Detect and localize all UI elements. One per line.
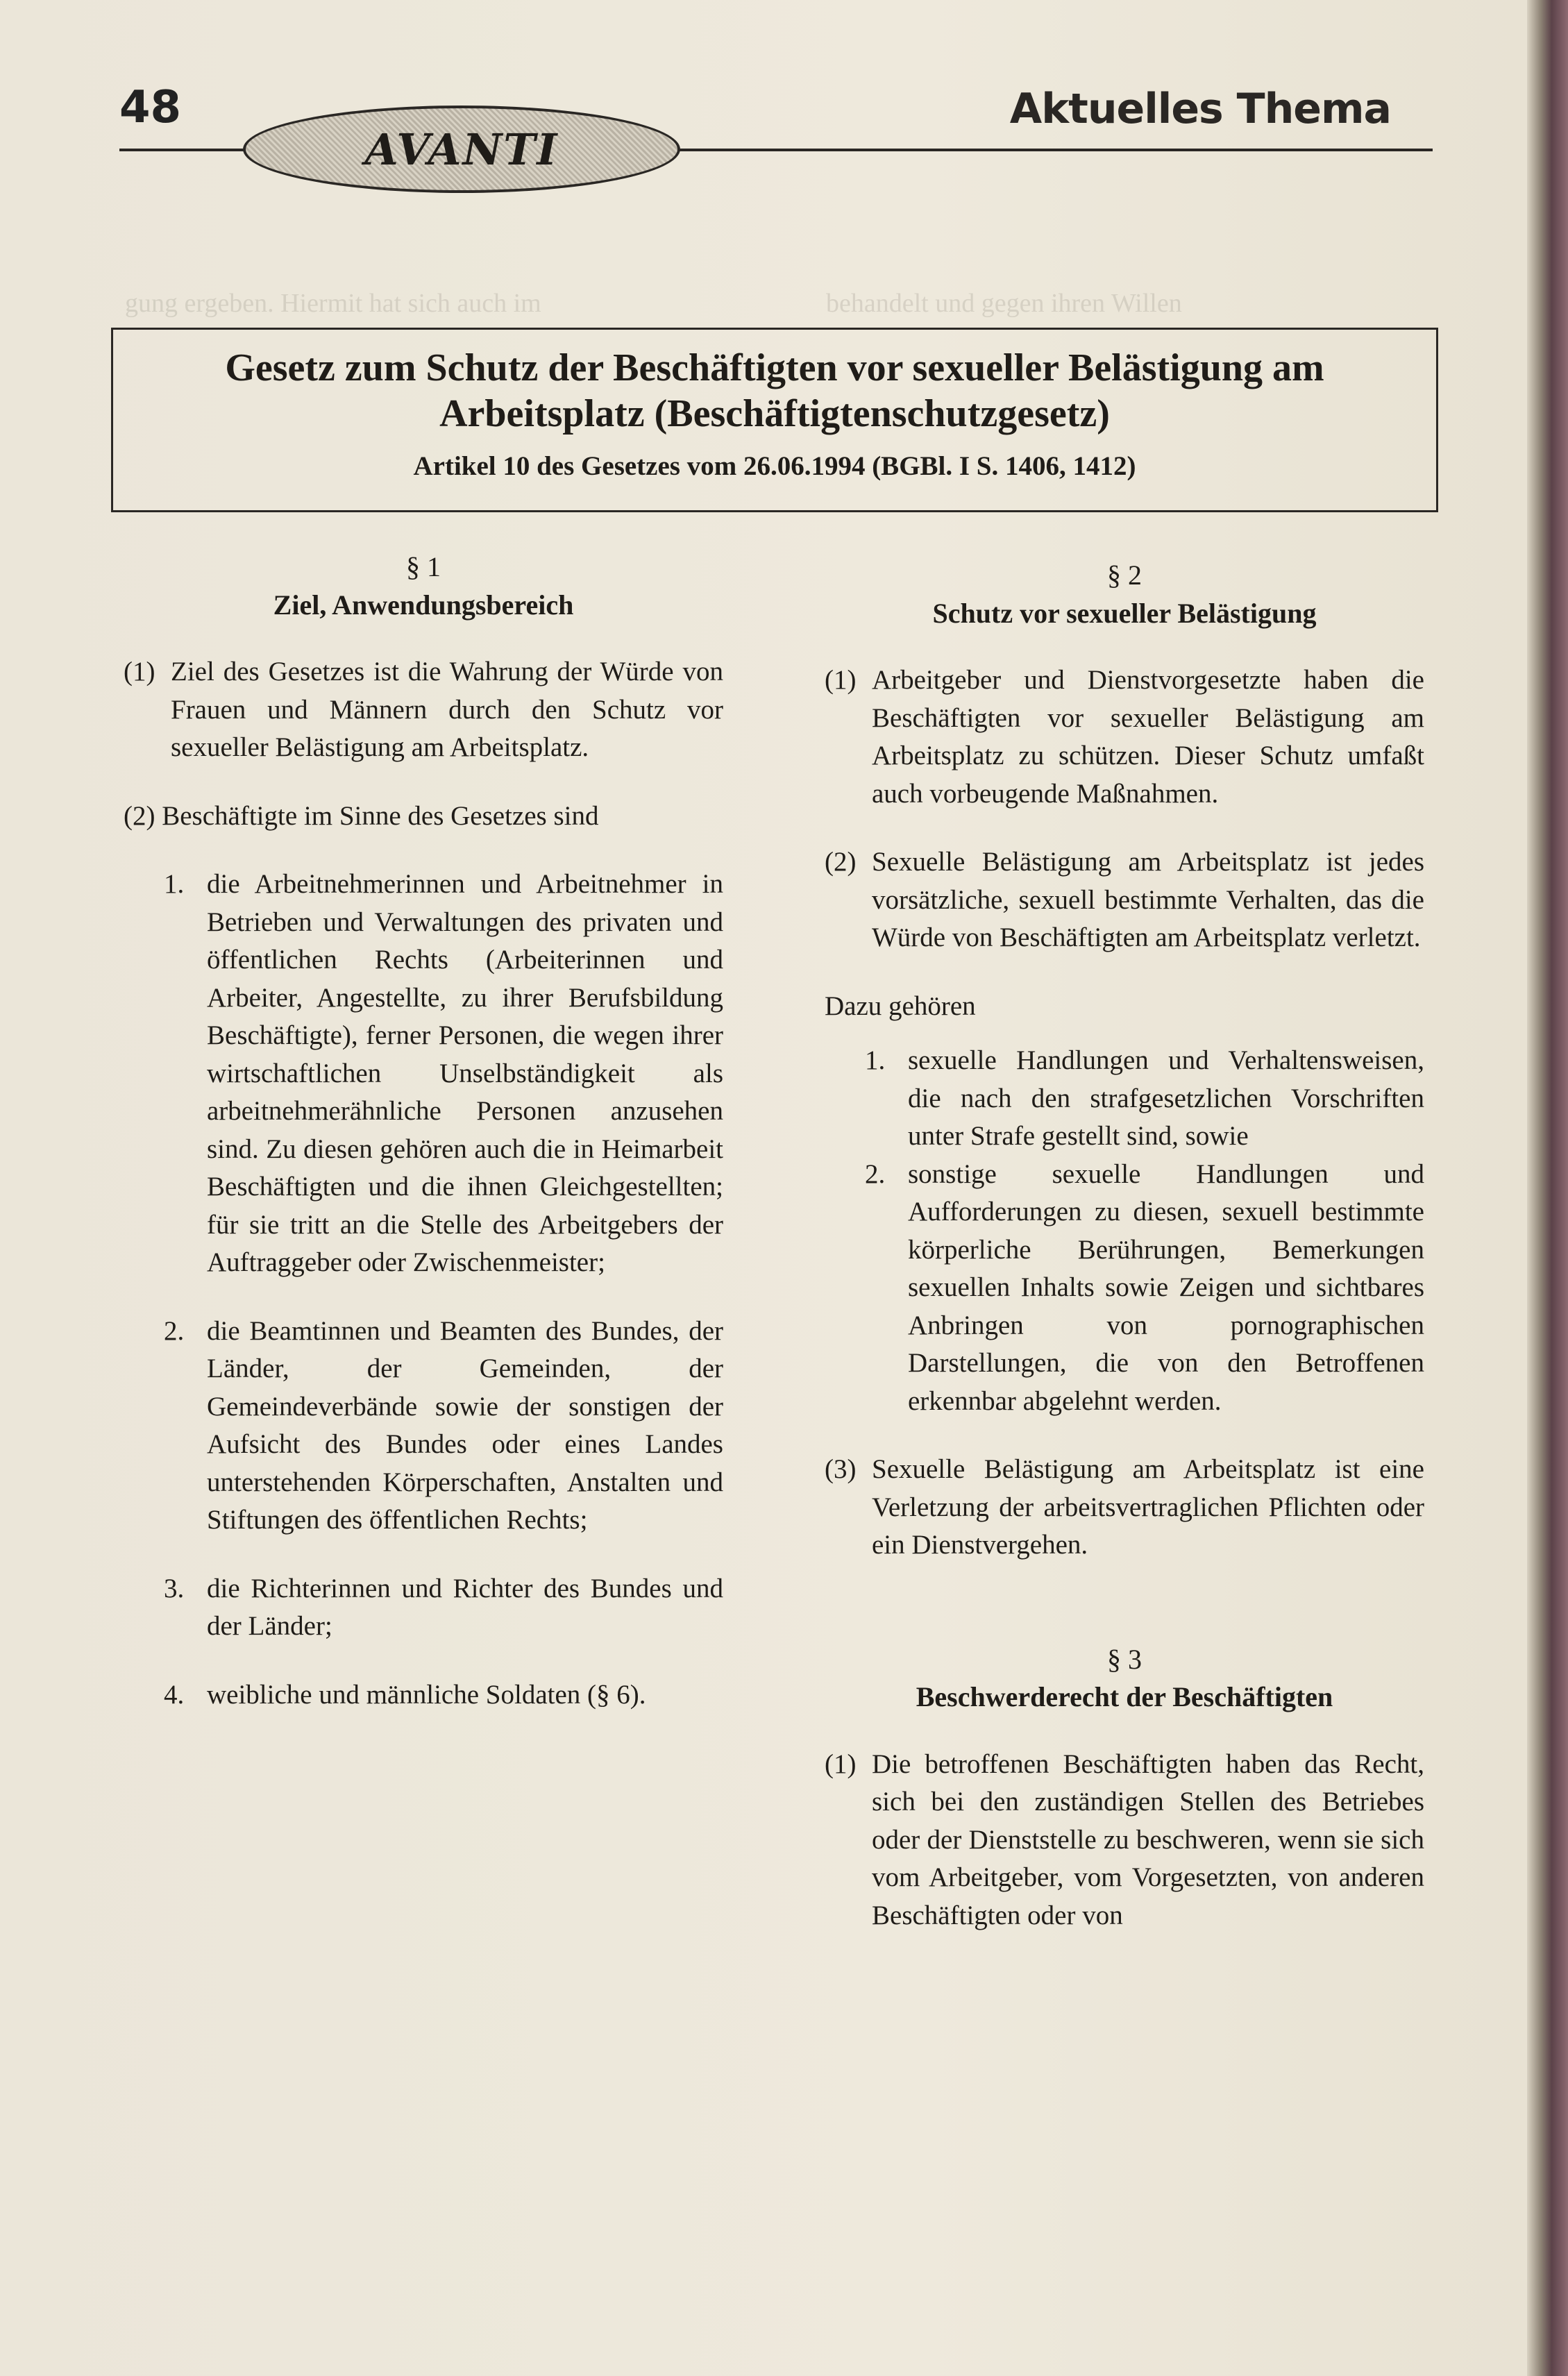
clause-text: Sexuelle Belästigung am Arbeitsplatz ist eine Verletzung der arbeitsvertraglichen Pflichten oder ein Dienstvergehen. [872, 1454, 1424, 1560]
clause-text: Ziel des Gesetzes ist die Wahrung der Würde von Frauen und Männern durch den Schutz vor sexueller Belästigung am Arbeitsplatz. [171, 657, 723, 762]
law-subtitle: Artikel 10 des Gesetzes vom 26.06.1994 (BGBl. I S. 1406, 1412) [413, 451, 1136, 481]
logo-text: AVANTI [364, 124, 559, 175]
paragraph-sign-2: § 2 [1107, 559, 1142, 591]
clause-1-2: (2) Beschäftigte im Sinne des Gesetzes sind [124, 800, 599, 831]
right-column [825, 548, 1424, 1965]
clause-number: (1) [124, 657, 155, 686]
show-through-text: behandelt und gegen ihren Willen [826, 289, 1182, 318]
clause-text: Arbeitgeber und Dienstvorgesetzte haben die Beschäftigten vor sexueller Belästigung am Arbeitsplatz zu schützen. Dieser Schutz umfaßt auch vorbeugende Maßnahmen. [872, 665, 1424, 809]
dazu-gehoeren: Dazu gehören [825, 991, 976, 1021]
item-number: 1. [164, 869, 185, 899]
left-column [124, 548, 723, 1714]
clause-number: (2) [825, 847, 857, 877]
clause-2-2 [825, 843, 1424, 957]
item-text: weibliche und männliche Soldaten (§ 6). [207, 1679, 646, 1710]
section-title: Aktuelles Thema [1009, 85, 1391, 133]
clause-text: Sexuelle Belästigung am Arbeitsplatz ist jedes vorsätzliche, sexuell bestimmte Verhalten, das die Würde von Beschäftigten am Arbeitsplatz verletzt. [872, 847, 1424, 952]
clause-number: (1) [825, 665, 857, 695]
avanti-logo [243, 106, 680, 193]
paragraph-title-3: Beschwerderecht der Beschäftigten [916, 1681, 1333, 1712]
list-item [164, 866, 723, 1282]
item-number: 2. [865, 1158, 886, 1189]
item-text: sonstige sexuelle Handlungen und Aufforderungen zu diesen, sexuell bestimmte körperliche Berührungen, Bemerkungen sexuellen Inhalts sowie Zeigen und sichtbares Anbringen von pornographischen Darstellungen, die von den Betroffenen erkennbar abgelehnt werden. [908, 1158, 1424, 1416]
list-item [865, 1156, 1424, 1421]
paragraph-sign-1: § 1 [406, 551, 441, 582]
clause-2-3 [825, 1451, 1424, 1565]
list-item [164, 1570, 723, 1646]
law-title: Gesetz zum Schutz der Beschäftigten vor sexueller Belästigung am Arbeitsplatz (Beschäftigtenschutzgesetz) [225, 346, 1324, 435]
paragraph-title-2: Schutz vor sexueller Belästigung [932, 597, 1317, 629]
page-edge [1527, 0, 1568, 2376]
item-text: die Beamtinnen und Beamten des Bundes, der Länder, der Gemeinden, der Gemeindeverbände sowie der sonstigen der Aufsicht des Bundes oder eines Landes unterstehenden Körperschaften, Anstalten und Stiftungen des öffentlichen Rechts; [207, 1315, 723, 1535]
item-text: sexuelle Handlungen und Verhaltensweisen, die nach den strafgesetzlichen Vorschriften unter Strafe gestellt sind, sowie [908, 1045, 1424, 1151]
clause-1-1 [124, 653, 723, 767]
item-text: die Arbeitnehmerinnen und Arbeitnehmer in Betrieben und Verwaltungen des privaten und öffentlichen Rechts (Arbeiterinnen und Arbeiter, Angestellte, zu ihrer Berufsbildung Beschäftigte), ferner Personen, die wegen ihrer wirtschaftlichen Unselbständigkeit als arbeitnehmerähnliche Personen anzusehen sind. Zu diesen gehören auch die in Heimarbeit Beschäftigten und die ihnen Gleichgestellten; für sie tritt an die Stelle des Arbeitgebers der Auftraggeber oder Zwischenmeister; [207, 869, 723, 1277]
list-item [164, 1676, 723, 1714]
list-item [164, 1313, 723, 1540]
show-through-text: gung ergeben. Hiermit hat sich auch im [125, 289, 541, 318]
clause-text: Die betroffenen Beschäftigten haben das Recht, sich bei den zuständigen Stellen des Betriebes oder der Dienststelle zu beschweren, wenn sie sich vom Arbeitgeber, vom Vorgesetzten, von anderen Beschäftigten oder von [872, 1749, 1424, 1930]
item-number: 3. [164, 1573, 185, 1603]
item-number: 1. [865, 1045, 886, 1075]
clause-3-1 [825, 1746, 1424, 1935]
title-box [111, 328, 1438, 512]
item-number: 4. [164, 1679, 185, 1710]
clause-2-1 [825, 662, 1424, 813]
clause-number: (1) [825, 1749, 857, 1779]
clause-number: (3) [825, 1454, 857, 1484]
paragraph-title-1: Ziel, Anwendungsbereich [273, 589, 574, 621]
paragraph-sign-3: § 3 [1107, 1643, 1142, 1675]
item-text: die Richterinnen und Richter des Bundes und der Länder; [207, 1573, 723, 1641]
list-item [865, 1042, 1424, 1156]
page-number: 48 [119, 82, 182, 133]
item-number: 2. [164, 1315, 185, 1346]
